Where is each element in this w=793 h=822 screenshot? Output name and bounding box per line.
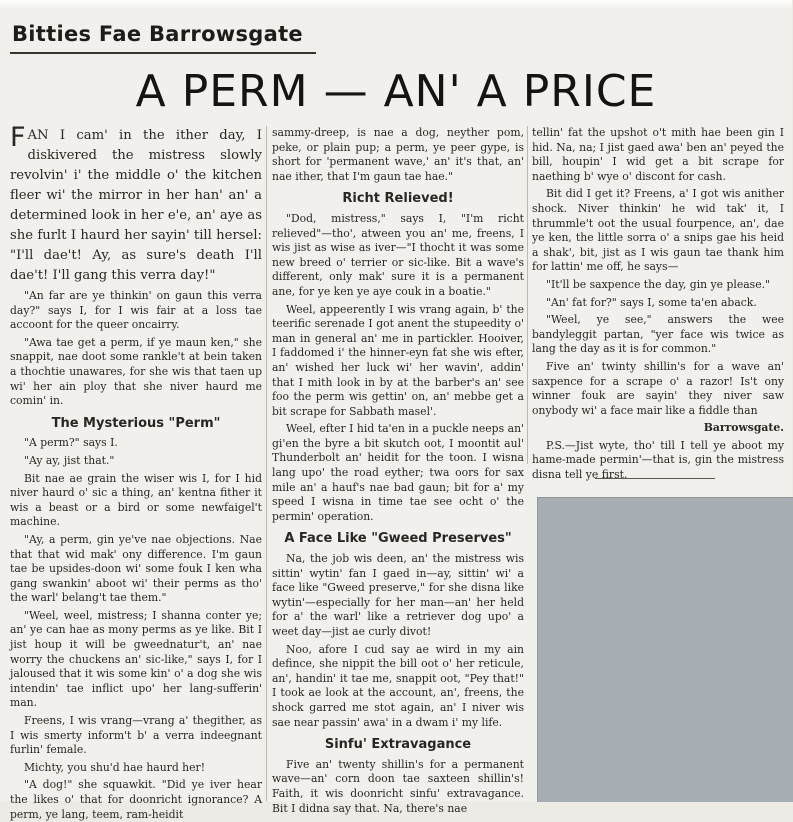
paragraph: "A dog!" she squawkit. "Did ye iver hear the likes o' that for doonricht ignorance? A perm, ye lang, teem, ram-heidit [10, 778, 262, 821]
paragraph: Five an' twinty shillin's for a wave an' saxpence for a scrape o' a razor! Is't ony winner fouk are sayin' they niver saw onybody wi' a face mair like a fiddle than [532, 359, 784, 417]
kicker-underline [10, 52, 316, 54]
paragraph: "Ay, a perm, gin ye've nae objections. Nae that that wid mak' ony difference. I'm gaun tae be upsides-doon wi' some fouk I ken wha gang swankin' aboot wi' their perms as tho' the warl' belang't tae them." [10, 532, 262, 605]
paragraph: Five an' twenty shillin's for a permanent wave—an' corn doon tae saxteen shillin's! Faith, it wis doonricht sinfu' extravagance. Bit I didna say that. Na, there's nae [272, 757, 524, 815]
article-end-rule [595, 478, 715, 479]
column-kicker: Bitties Fae Barrowsgate [12, 22, 303, 46]
lead-paragraph [10, 122, 262, 286]
paragraph: Bit did I get it? Freens, a' I got wis anither shock. Niver thinkin' he wid tak' it, I thrummle't oot the usual fourpence, an', dae ye ken, the little sorra o' a snips gae his heid a shak', bit, jist as I wis gaun tae thank him for lattin' me off, he says— [532, 187, 784, 274]
column-rule [527, 126, 528, 464]
paragraph: "Weel, ye see," answers the wee bandyleggit partan, "yer face wis twice as lang the day as it is for common." [532, 313, 784, 356]
column-rule [266, 126, 267, 801]
subheading: A Face Like "Gweed Preserves" [284, 531, 512, 547]
paragraph: "Awa tae get a perm, if ye maun ken," she snappit, nae doot some rankle't at bein taken a thochtie unawares, for she wis that taen up wi' her ain ploy that she niver haurd me comin' in. [10, 335, 262, 408]
paragraph: "An far are ye thinkin' on gaun this verra day?" says I, for I wis fair at a loss tae accoont for the queer oncairry. [10, 289, 262, 332]
drop-cap: F [10, 122, 26, 153]
paragraph: Noo, afore I cud say ae wird in my ain defince, she nippit the bill oot o' her reticule, an', handin' it tae me, snappit oot, "Pey that!" I took ae look at the account, an', freens, the shock garred me stot again, an' I niver wis sae near passin' awa' in a dwam i' my life. [272, 642, 524, 729]
lead-text: AN I cam' in the ither day, I diskivered the mistress slowly revolvin' i' the middle o' the kitchen fleer wi' the mirror in her han' an' a determined look in her e'e, an' aye as she furlt I haurd her sayin' till hersel: "I'll dae't! Ay, as sure's death I'll dae't! I'll gang this verra day!" [10, 128, 262, 283]
paragraph: "Weel, weel, mistress; I shanna conter ye; an' ye can hae as mony perms as ye like. Bit I jist houp it will be gweednatur't, an' nae worry the chuckens an' sic-like," says I, for I jaloused that it wis some kin' o' a dog she wis intendin' tae inflict upo' her lang-sufferin' man. [10, 608, 262, 710]
paragraph: "A perm?" says I. [24, 436, 118, 450]
postscript: P.S.—Jist wyte, tho' till I tell ye aboot my hame-made permin'—that is, gin the mistress disna tell ye first. [532, 438, 784, 482]
grey-paper-patch [537, 497, 793, 802]
page-top-edge [0, 0, 792, 8]
subheading: The Mysterious "Perm" [51, 415, 221, 431]
article-column-2 [272, 126, 524, 815]
subheading: Richt Relieved! [342, 191, 454, 207]
paragraph: "Dod, mistress," says I, "I'm richt relieved"—tho', atween you an' me, freens, I wis jist as wise as iver—"I thocht it was some new breed o' terrier or sic-like. Bit a wave's different, only mak' sure it is a permanent ane, for ye ken ye aye couk in a boatie." [272, 211, 524, 298]
author-signoff: Barrowsgate. [703, 421, 784, 435]
article-column-1 [10, 122, 262, 821]
paragraph: Weel, efter I hid ta'en in a puckle neeps an' gi'en the byre a bit skutch oot, I moontit aul' Thunderbolt an' heidit for the toon. I wisna lang upo' the road eyther; twa oors for sax mile an' a hauf's nae bad gaun; bit for a' my speed I wisna in time tae see ocht o' the permin' operation. [272, 422, 524, 523]
paragraph: "It'll be saxpence the day, gin ye please." [546, 277, 770, 291]
paragraph: tellin' fat the upshot o't mith hae been gin I hid. Na, na; I jist gaed awa' ben an' peyed the bill, houpin' I wid get a bit scrape for naething b' wye o' discont for cash. [532, 126, 784, 183]
paragraph: Michty, you shu'd hae haurd her! [24, 760, 206, 774]
paragraph: "An' fat for?" says I, some ta'en aback. [546, 295, 757, 309]
paragraph: sammy-dreep, is nae a dog, neyther pom, peke, or plain pup; a perm, ye peer gype, is short for 'permanent wave,' an' it's that, an' nae ither, that I'm gaun tae hae." [272, 126, 524, 183]
paragraph: Bit nae ae grain the wiser wis I, for I hid niver haurd o' sic a thing, an' kentna fither it wis a beast or a bird or some newfaigel't machine. [10, 471, 262, 529]
paragraph: "Ay ay, jist that." [24, 453, 115, 467]
paragraph: Weel, appeerently I wis vrang again, b' the teerific serenade I got anent the stupeedity o' man in general an' me in partickler. Hooiver, I faddomed i' the hinner-eyn fat she wis efter, an' wished her luck wi' her wavin', addin' that I mith look in by at the barber's an' see foo the perm wis gettin' on, an' mebbe get a bit scrape for Sabbath masel'. [272, 302, 524, 418]
paragraph: Freens, I wis vrang—vrang a' thegither, as I wis smerty inform't b' a verra indeegnant furlin' female. [10, 714, 262, 757]
subheading: Sinfu' Extravagance [324, 737, 472, 753]
article-column-3 [532, 126, 784, 482]
article-headline: A PERM — AN' A PRICE [135, 66, 657, 117]
paragraph: Na, the job wis deen, an' the mistress wis sittin' wytin' fan I gaed in—ay, sittin' wi' a face like "Gweed preserve," for she disna like wytin'—especially for her man—an' her held for a' the warl' like a retriever dog upo' a weet day—jist ae curly divot! [272, 552, 524, 638]
